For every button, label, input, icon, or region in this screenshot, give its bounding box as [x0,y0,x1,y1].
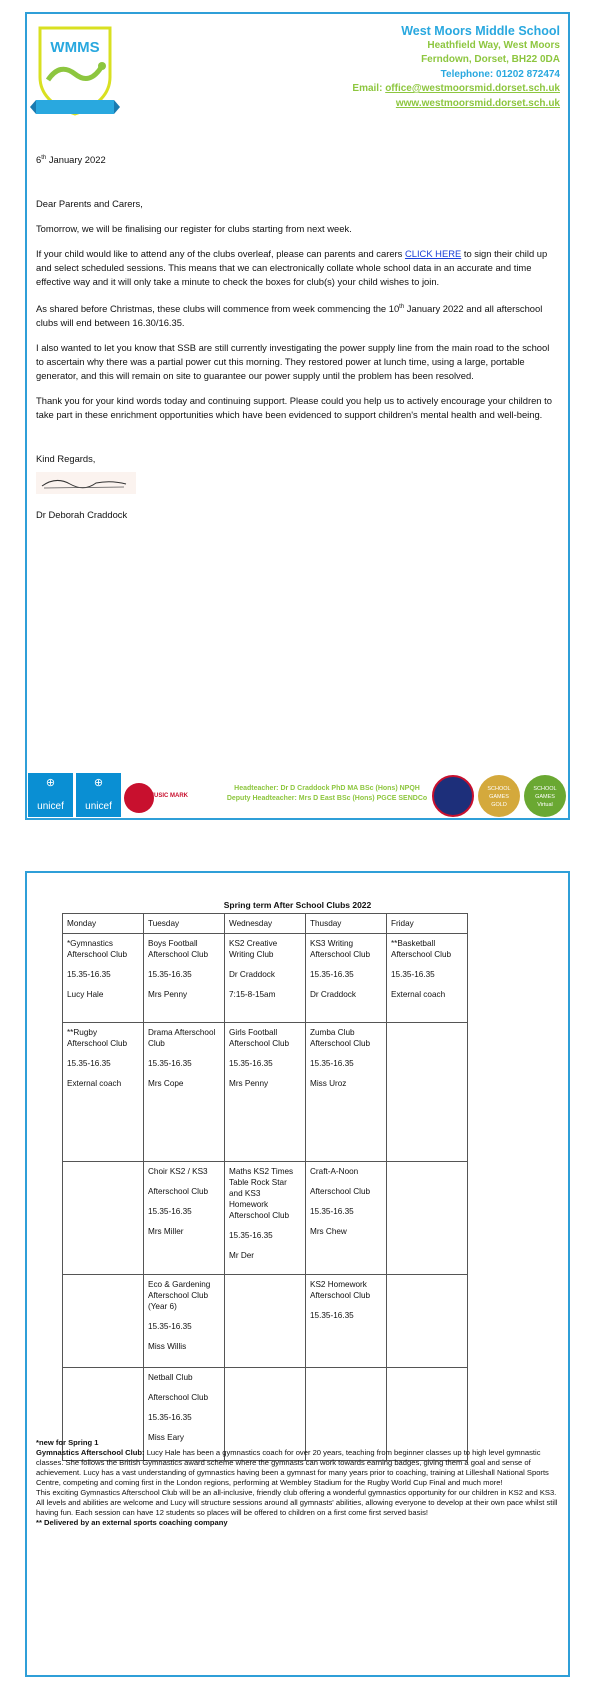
club-cell [387,1023,468,1162]
club-cell-line: Mrs Chew [310,1227,347,1236]
svg-text:WMMS: WMMS [50,39,100,56]
club-cell-line: 15.35-16.35 [310,1311,354,1320]
table-row [63,1162,468,1275]
club-notes [36,1438,561,1528]
club-cell-line: External coach [67,1079,122,1088]
clubs-page [25,871,570,1677]
club-cell-line: Mrs Penny [229,1079,269,1088]
club-cell-line: KS2 Homework Afterschool Club [310,1280,371,1300]
column-header: Friday [387,914,468,934]
club-cell-line: Zumba Club Afterschool Club [310,1028,371,1048]
club-cell [306,1023,387,1162]
clubs-table [62,913,468,1461]
club-cell-line: KS3 Writing Afterschool Club [310,939,371,959]
club-cell [387,934,468,1023]
rights-respecting-badge-1: ⊕ unicef [28,773,73,817]
club-cell-line: Miss Uroz [310,1079,347,1088]
club-cell-line: *Gymnastics Afterschool Club [67,939,128,959]
club-cell-line: Mr Der [229,1251,255,1260]
club-cell-line: 15.35-16.35 [229,1059,273,1068]
club-cell [144,1162,225,1275]
signature-image [36,472,136,494]
club-cell [63,1023,144,1162]
club-cell-line: Eco & Gardening Afterschool Club (Year 6) [148,1280,211,1311]
club-cell [306,1162,387,1275]
club-cell-line: Maths KS2 Times Table Rock Star and KS3 Homework Afterschool Club [229,1167,294,1220]
club-cell-line: **Rugby Afterschool Club [67,1028,128,1048]
school-games-gold-icon: SCHOOL GAMES GOLD [478,775,520,817]
club-cell [306,934,387,1023]
club-cell [144,934,225,1023]
school-games-virtual-icon: SCHOOL GAMES Virtual [524,775,566,817]
club-cell-line: Dr Craddock [229,970,275,979]
club-cell [63,1275,144,1368]
club-cell-line: Mrs Cope [148,1079,184,1088]
club-cell-line: Mrs Penny [148,990,188,999]
click-here-link[interactable]: CLICK HERE [404,248,462,260]
letter-body [36,151,556,533]
gymnastics-description-2: This exciting Gymnastics Afterschool Club will be an all-inclusive, friendly club offering a wonderful gymnastics opportunity for our children in KS2 and KS3. All levels and abilities are welcome and Lucy will structure sessions around all gymnasts' abilities, allowing everyone to develop at their own pace whilst still having fun. Each session can have 12 students so places will be offered to children on a first come first served basis! [36,1488,558,1517]
paragraph-2: If your child would like to attend any of the clubs overleaf, please can parents and carers CLICK HERE to sign their child up and select scheduled sessions. This means that we can electronically collate whole school data in an accurate and time effective way and it will only take a minute to check the boxes for club(s) your child wishes to join. [36,248,548,288]
club-cell-line: 15.35-16.35 [148,1413,192,1422]
club-cell-line: KS2 Creative Writing Club [229,939,278,959]
club-cell-line: External coach [391,990,446,999]
club-cell-line: Boys Football Afterschool Club [148,939,209,959]
paragraph-4: I also wanted to let you know that SSB are still currently investigating the power supply line from the main road to the school to ascertain why there was a partial power cut this morning. They restored power at lunch time, using a large, portable generator, and this will remain on site to guarantee our power supply until the problem has been resolved. [36,342,550,382]
club-cell-line: 15.35-16.35 [229,1231,273,1240]
club-cell-line: Mrs Miller [148,1227,184,1236]
club-cell-line: Girls Football Afterschool Club [229,1028,290,1048]
email-label: Email: [352,83,386,94]
club-cell-line: 15.35-16.35 [148,1059,192,1068]
school-crest-logo [30,22,120,120]
club-cell-line: Drama Afterschool Club [148,1028,216,1048]
club-cell-line: 15.35-16.35 [310,970,354,979]
club-cell [306,1275,387,1368]
new-label: *new for Spring 1 [36,1438,99,1447]
club-cell [387,1162,468,1275]
club-cell-line: **Basketball Afterschool Club [391,939,452,959]
table-row [63,1023,468,1162]
column-header: Wednesday [225,914,306,934]
letter-date: 6th January 2022 [36,154,106,166]
letter-footer [27,769,568,819]
club-cell-line: Netball Club [148,1373,193,1382]
club-cell-line: 15.35-16.35 [148,1322,192,1331]
music-mark-label: MUSIC MARK [149,793,188,799]
club-cell-line: Craft-A-Noon [310,1167,359,1176]
table-row [63,934,468,1023]
gymnastics-description: Gymnastics Afterschool Club: Lucy Hale has been a gymnastics coach for over 20 years, teaching from beginner classes up to high level gymnastic classes. She follows the British Gymnastics award scheme where the gymnasts can work towards earning badges, giving them a goal and sense of achievement. Lucy has a vast understanding of gymnastics having been a gymnast for many years prior to coaching, training at Lilleshall National Sports Centre, competing and coming first in the London regions, performing at Wembley Stadium for the Rugby World Cup Final and much more! [36,1448,549,1487]
rights-respecting-badge-2: ⊕ unicef [76,773,121,817]
paragraph-3: As shared before Christmas, these clubs will commence from week commencing the 10th January 2022 and all afterschool clubs will end between 16.30/16.35. [36,303,543,329]
closing: Kind Regards, [36,453,96,465]
paragraph-1: Tomorrow, we will be finalising our register for clubs starting from next week. [36,223,352,235]
club-cell-line: Choir KS2 / KS3 [148,1167,208,1176]
club-cell-line: 15.35-16.35 [391,970,435,979]
column-header: Monday [63,914,144,934]
website-link[interactable]: www.westmoorsmid.dorset.sch.uk [395,97,560,109]
letter-page [25,12,570,820]
club-cell-line: 15.35-16.35 [148,1207,192,1216]
headteacher-line: Headteacher: Dr D Craddock PhD MA BSc (Hons) NPQH [234,785,420,792]
footer-staff [197,784,457,804]
school-letterhead [352,24,560,111]
club-cell-line: Miss Eary [148,1433,184,1442]
club-cell-line: Miss Willis [148,1342,187,1351]
club-cell [225,934,306,1023]
telephone: Telephone: 01202 872474 [440,68,560,80]
club-cell-line: Afterschool Club [148,1393,209,1402]
school-name: West Moors Middle School [401,24,560,38]
clubs-table-title: Spring term After School Clubs 2022 [223,900,372,910]
club-cell [225,1275,306,1368]
club-cell-line: 7:15-8-15am [229,990,276,999]
club-cell-line: 15.35-16.35 [67,1059,111,1068]
column-header: Tuesday [144,914,225,934]
deputy-line: Deputy Headteacher: Mrs D East BSc (Hons) PGCE SENDCo [226,795,428,802]
club-cell-line: Afterschool Club [148,1187,209,1196]
club-cell [144,1275,225,1368]
salutation: Dear Parents and Carers, [36,198,143,210]
email-link[interactable]: office@westmoorsmid.dorset.sch.uk [385,83,560,94]
club-cell-line: 15.35-16.35 [148,970,192,979]
school-award-seal-icon [432,775,474,817]
club-cell [387,1275,468,1368]
signatory-name: Dr Deborah Craddock [36,509,128,521]
club-cell-line: Dr Craddock [310,990,356,999]
external-note: ** Delivered by an external sports coaching company [36,1518,228,1527]
club-cell-line: 15.35-16.35 [67,970,111,979]
column-header: Thusday [306,914,387,934]
club-cell-line: Afterschool Club [310,1187,371,1196]
paragraph-5: Thank you for your kind words today and continuing support. Please could you help us to actively encourage your children to take part in these enrichment opportunities which have been evidenced to support children's mental health and well-being. [36,395,552,421]
club-cell [144,1023,225,1162]
club-cell-line: Lucy Hale [67,990,104,999]
address-line2: Ferndown, Dorset, BH22 0DA [421,54,560,65]
club-cell [63,934,144,1023]
table-row [63,1275,468,1368]
club-cell [63,1162,144,1275]
address-line1: Heathfield Way, West Moors [427,39,560,51]
club-cell-line: 15.35-16.35 [310,1207,354,1216]
club-cell [225,1023,306,1162]
club-cell-line: 15.35-16.35 [310,1059,354,1068]
club-cell [225,1162,306,1275]
table-header-row [63,914,468,934]
